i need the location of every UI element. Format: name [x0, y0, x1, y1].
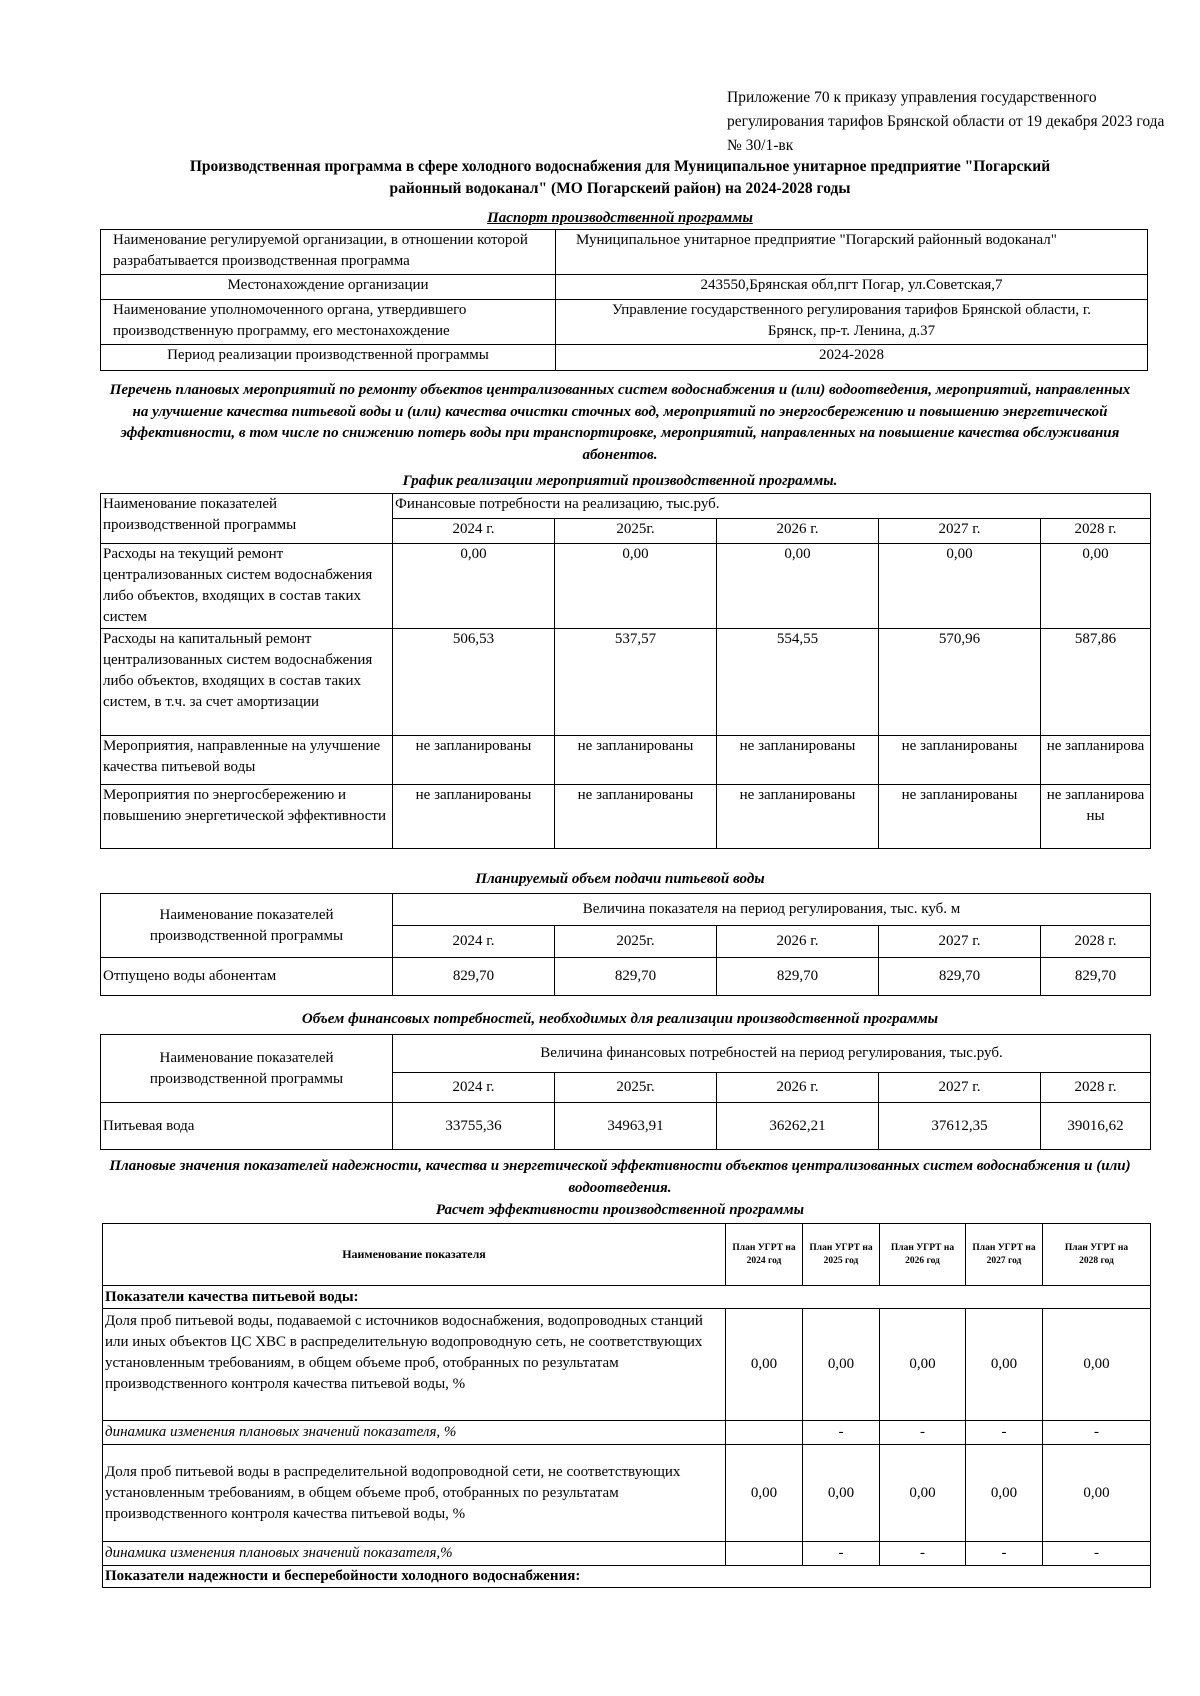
cell-value: -	[803, 1421, 880, 1445]
section-row	[103, 1566, 1151, 1588]
cell-value: 0,00	[880, 1309, 966, 1421]
table-row	[101, 958, 1151, 996]
cell-value: 537,57	[555, 629, 717, 736]
title-line-2: районный водоканал" (МО Погарскеий район) на 2024-2028 годы	[389, 180, 851, 197]
passport-caption: Паспорт производственной программы	[487, 210, 753, 226]
year-header: 2024 г.	[393, 519, 555, 544]
year-header: 2024 г.	[393, 926, 555, 958]
cell-value: -	[966, 1542, 1043, 1566]
cell-value: 0,00	[726, 1309, 803, 1421]
passport-label: Период реализации производственной программы	[101, 345, 556, 371]
year-header: 2026 г.	[717, 926, 879, 958]
finance-table	[100, 1034, 1151, 1150]
cell-value: 0,00	[1043, 1309, 1151, 1421]
cell-value: -	[880, 1542, 966, 1566]
cell-value: 0,00	[879, 544, 1041, 629]
section-row	[103, 1286, 1151, 1309]
section-title: Показатели надежности и бесперебойности холодного водоснабжения:	[103, 1566, 1151, 1588]
cell-value: -	[1043, 1421, 1151, 1445]
cell-value: 570,96	[879, 629, 1041, 736]
year-header: 2028 г.	[1041, 926, 1151, 958]
dynamics-label: динамика изменения плановых значений показателя,%	[103, 1542, 726, 1566]
efficiency-table	[102, 1223, 1151, 1588]
cell-value: 829,70	[879, 958, 1041, 996]
year-header: 2026 г.	[717, 1073, 879, 1103]
cell-value: 39016,62	[1041, 1103, 1151, 1150]
cell-value: 829,70	[555, 958, 717, 996]
passport-value: Управление государственного регулирования тарифов Брянской области, г. Брянск, пр-т. Ленина, д.37	[556, 300, 1148, 345]
year-header: 2027 г.	[879, 926, 1041, 958]
cell-value: не запланирова	[1041, 736, 1151, 785]
cell-value: 829,70	[717, 958, 879, 996]
year-header: 2024 г.	[393, 1073, 555, 1103]
row-name: Мероприятия по энергосбережению и повышению энергетической эффективности	[101, 785, 393, 849]
cell-value: 829,70	[1041, 958, 1151, 996]
cell-value: 0,00	[393, 544, 555, 629]
document-title	[100, 156, 1140, 200]
supply-table	[100, 893, 1151, 996]
table-row	[101, 629, 1151, 736]
passport-label: Местонахождение организации	[101, 275, 556, 300]
plan-header: План УГРТ на 2028 год	[1043, 1224, 1151, 1286]
table-row	[101, 785, 1151, 849]
passport-label: Наименование регулируемой организации, в отношении которой разрабатывается производственная программа	[101, 230, 556, 275]
cell-value: 554,55	[717, 629, 879, 736]
plan-header: План УГРТ на 2024 год	[726, 1224, 803, 1286]
cell-value: 0,00	[966, 1445, 1043, 1542]
supply-col-header: Наименование показателей производственной программы	[101, 894, 393, 958]
cell-value: 34963,91	[555, 1103, 717, 1150]
cell-value: не запланированы	[717, 785, 879, 849]
cell-value: не запланированы	[555, 785, 717, 849]
row-name: Питьевая вода	[101, 1103, 393, 1150]
table-row	[103, 1445, 1151, 1542]
cell-value: 0,00	[1043, 1445, 1151, 1542]
row-name: Расходы на капитальный ремонт централизованных систем водоснабжения либо объектов, входящих в состав таких систем, в т.ч. за счет амортизации	[101, 629, 393, 736]
cell-value: 0,00	[726, 1445, 803, 1542]
cell-value: 0,00	[717, 544, 879, 629]
passport-value: 2024-2028	[556, 345, 1148, 371]
table-row	[103, 1542, 1151, 1566]
plan-header: План УГРТ на 2027 год	[966, 1224, 1043, 1286]
passport-value: Муниципальное унитарное предприятие "Погарский районный водоканал"	[556, 230, 1148, 275]
plan-header: План УГРТ на 2025 год	[803, 1224, 880, 1286]
indicators-caption: Плановые значения показателей надежности, качества и энергетической эффективности объектов централизованных систем водоснабжения и (или) водоотведения.	[109, 1158, 1131, 1196]
measures-col-header: Наименование показателей производственной программы	[101, 494, 393, 544]
measures-group-header: Финансовые потребности на реализацию, тыс.руб.	[393, 494, 1151, 519]
dynamics-label: динамика изменения плановых значений показателя, %	[103, 1421, 726, 1445]
measures-table	[100, 493, 1151, 849]
supply-group-header: Величина показателя на период регулирования, тыс. куб. м	[393, 894, 1151, 926]
supply-caption: Планируемый объем подачи питьевой воды	[475, 871, 765, 887]
cell-value	[726, 1542, 803, 1566]
cell-value: 0,00	[555, 544, 717, 629]
row-name: Мероприятия, направленные на улучшение качества питьевой воды	[101, 736, 393, 785]
finance-group-header: Величина финансовых потребностей на период регулирования, тыс.руб.	[393, 1035, 1151, 1073]
table-row	[103, 1309, 1151, 1421]
finance-caption: Объем финансовых потребностей, необходимых для реализации производственной программы	[301, 1011, 939, 1027]
cell-value: 587,86	[1041, 629, 1151, 736]
appendix-note: Приложение 70 к приказу управления государственного регулирования тарифов Брянской области от 19 декабря 2023 года № 30/1-вк	[727, 89, 1165, 154]
indicator-name: Доля проб питьевой воды в распределительной водопроводной сети, не соответствующих установленным требованиям, в общем объеме проб, отобранных по результатам производственного контроля качества питьевой воды, %	[103, 1445, 726, 1542]
row-name: Расходы на текущий ремонт централизованных систем водоснабжения либо объектов, входящих в состав таких систем	[101, 544, 393, 629]
cell-value: не запланированы	[879, 736, 1041, 785]
year-header: 2025г.	[555, 1073, 717, 1103]
cell-value: не запланированы	[393, 785, 555, 849]
cell-value	[726, 1421, 803, 1445]
passport-label: Наименование уполномоченного органа, утвердившего производственную программу, его местонахождение	[101, 300, 556, 345]
cell-value: -	[966, 1421, 1043, 1445]
table-row	[101, 1103, 1151, 1150]
indicator-name: Доля проб питьевой воды, подаваемой с источников водоснабжения, водопроводных станций или иных объектов ЦС ХВС в распределительную водопроводную сеть, не соответствующих установленным требованиям, в общем объеме проб, отобранных по результатам производственного контроля качества питьевой воды, %	[103, 1309, 726, 1421]
cell-value: не запланированы	[717, 736, 879, 785]
year-header: 2026 г.	[717, 519, 879, 544]
passport-row	[101, 275, 1148, 300]
year-header: 2025г.	[555, 926, 717, 958]
cell-value: 506,53	[393, 629, 555, 736]
measures-caption: Перечень плановых мероприятий по ремонту объектов централизованных систем водоснабжения и (или) водоотведения, мероприятий, направленных на улучшение качества питьевой воды и (или) качества очистки сточных вод, мероприятий по энергосбережению и повышению энергетической эффективности, в том числе по снижению потерь воды при транспортировке, мероприятий, направленных на повышение качества обслуживания абонентов.	[109, 382, 1131, 463]
plan-header: План УГРТ на 2026 год	[880, 1224, 966, 1286]
cell-value: не запланирова ны	[1041, 785, 1151, 849]
cell-value: -	[880, 1421, 966, 1445]
cell-value: 0,00	[880, 1445, 966, 1542]
cell-value: 0,00	[1041, 544, 1151, 629]
row-name: Отпущено воды абонентам	[101, 958, 393, 996]
passport-value: 243550,Брянская обл,пгт Погар, ул.Советская,7	[556, 275, 1148, 300]
passport-table	[100, 229, 1148, 371]
year-header: 2027 г.	[879, 1073, 1041, 1103]
table-row	[101, 736, 1151, 785]
cell-value: 0,00	[803, 1445, 880, 1542]
table-row	[101, 544, 1151, 629]
passport-row	[101, 345, 1148, 371]
efficiency-header-row	[103, 1224, 1151, 1286]
table-row	[103, 1421, 1151, 1445]
cell-value: не запланированы	[393, 736, 555, 785]
year-header: 2028 г.	[1041, 1073, 1151, 1103]
cell-value: 0,00	[803, 1309, 880, 1421]
title-line-1: Производственная программа в сфере холодного водоснабжения для Муниципальное унитарное предприятие "Погарский	[189, 158, 1051, 175]
cell-value: -	[803, 1542, 880, 1566]
finance-col-header: Наименование показателей производственной программы	[101, 1035, 393, 1103]
year-header: 2025г.	[555, 519, 717, 544]
section-title: Показатели качества питьевой воды:	[103, 1286, 1151, 1309]
cell-value: не запланированы	[555, 736, 717, 785]
schedule-caption: График реализации мероприятий производственной программы.	[402, 473, 838, 489]
cell-value: 33755,36	[393, 1103, 555, 1150]
cell-value: 829,70	[393, 958, 555, 996]
efficiency-caption: Расчет эффективности производственной программы	[435, 1202, 805, 1218]
cell-value: не запланированы	[879, 785, 1041, 849]
cell-value: 0,00	[966, 1309, 1043, 1421]
year-header: 2027 г.	[879, 519, 1041, 544]
efficiency-col-header: Наименование показателя	[103, 1224, 726, 1286]
cell-value: 36262,21	[717, 1103, 879, 1150]
cell-value: 37612,35	[879, 1103, 1041, 1150]
cell-value: -	[1043, 1542, 1151, 1566]
passport-row	[101, 230, 1148, 275]
year-header: 2028 г.	[1041, 519, 1151, 544]
passport-row	[101, 300, 1148, 345]
